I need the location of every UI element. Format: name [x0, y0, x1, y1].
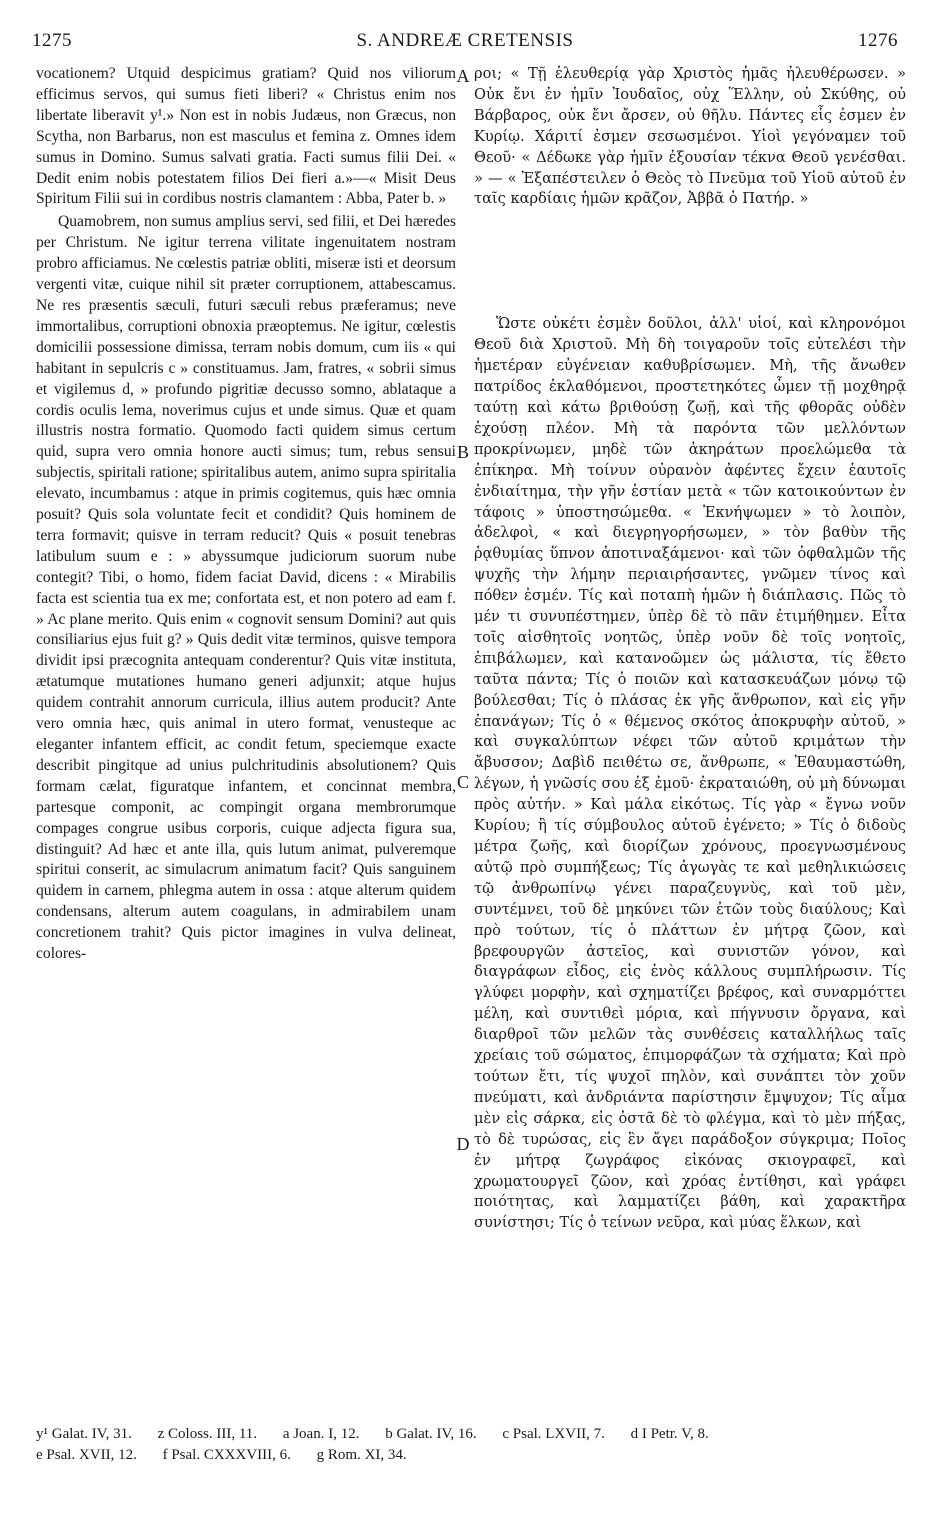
footnote: g Rom. XI, 34. [316, 1447, 407, 1463]
running-title: S. ANDREÆ CRETENSIS [356, 30, 574, 51]
margin-letter-d: D [456, 1134, 470, 1154]
latin-paragraph: vocationem? Utquid despicimus gratiam? Quid nos viliorum efficimus servos, qui sumus fieti liberi? « Christus enim nos libertate liberavit y¹.» Non est in nobis Judæus, non Græcus, non Scytha, non Barbarus, non est masculus et femina z. Omnes idem sumus in Domino. Sumus salvati gratia. Facti sumus filii Dei. « Dedit enim nobis potestatem filios Dei fieri a.»—« Misit Deus Spiritum Filii sui in cordibus nostris clamantem : Abba, Pater b. » [36, 65, 456, 208]
page-number-right: 1276 [858, 30, 898, 51]
footnote: f Psal. CXXXVIII, 6. [162, 1447, 291, 1463]
footnote: d I Petr. V, 8. [630, 1426, 709, 1442]
margin-letter-c: C [456, 772, 469, 792]
margin-letter-b: B [456, 442, 469, 462]
footnotes [36, 1424, 902, 1466]
page-number-left: 1275 [32, 30, 72, 51]
footnote: y¹ Galat. IV, 31. [36, 1426, 132, 1442]
running-header [32, 30, 898, 58]
footnote-rule [32, 1412, 898, 1413]
greek-paragraph: Ὥστε οὐκέτι ἐσμὲν δοῦλοι, ἀλλ' υἱοί, καὶ κληρονόμοι Θεοῦ διὰ Χριστοῦ. Μὴ δὴ τοιγαροῦν τοῖς εὐτελέσι τὴν ἡμετέραν εὐγένειαν καθυβρίσωμεν. Μὴ, τῆς ἄνωθεν πατρίδος ἐκλαθόμενοι, προστετηκότες ὦμεν τῇ μοχθηρᾷ ταύτῃ καὶ κάτω βριθούσῃ ζωῇ, καὶ τῆς φθορᾶς οὐδὲν ἐχούσῃ πλέον. Μὴ τὰ παρόντα τῶν μελλόντων προκρίνωμεν, μηδὲ τῶν ἀκηράτων προελώμεθα τὰ ἐπίκηρα. Μὴ τοίνυν οὐρανὸν ἀφέντες ἔχειν ἑαυτοῖς ἐνδιαίτημα, τὴν γῆν ἑστίαν μετὰ « τῶν κατοικούντων ἐν τάφοις » ὑποστησώμεθα. « Ἐκνήψωμεν » τὸ λοιπὸν, ἀδελφοὶ, « καὶ διεγρηγορήσωμεν, » τὸν βαθὺν τῆς ῥᾳθυμίας ὕπνον ἀποτιναξάμενοι· καὶ τῶν ὀφθαλμῶν τῆς ψυχῆς τὴν λήμην περιαιρήσαντες, γνῶμεν τίνος καὶ πόθεν ἐσμέν. Τίς καὶ ποταπὴ ἡμῶν ἡ διάπλασις. Πῶς τὸ μέν τι συνυπέστημεν, ὑπὲρ δὲ τὸ πᾶν ἐτιμήθημεν. Εἶτα τοῖς αἰσθητοῖς νοητῶς, ὑπὲρ νοῦν δὲ τοῖς νοητοῖς, ἐπιβάλωμεν, καὶ κατανοῶμεν ὡς μάλιστα, τίς ἔθετο ταῦτα πάντα; Τίς ὁ ποιῶν καὶ κατασκευάζων μόνῳ τῷ βούλεσθαι; Τίς ὁ πλάσας ἐκ γῆς ἄνθρωπον, καὶ εἰς γῆν ἐπανάγων; Τίς ὁ « θέμενος σκότος ἀποκρυφὴν αὐτοῦ, » καὶ συγκαλύπτων νέφει τῶν αὐτοῦ κριμάτων τὴν ἄβυσσον; Δαβὶδ πειθέτω σε, ἄνθρωπε, « Ἐθαυμαστώθη, λέγων, ἡ γνῶσίς σου ἐξ ἐμοῦ· ἐκραταιώθη, οὐ μὴ δύνωμαι πρὸς αὐτήν. » Καὶ μάλα εἰκότως. Τίς γὰρ « ἔγνω νοῦν Κυρίου; ἢ τίς σύμβουλος αὐτοῦ ἐγένετο; » Τίς ὁ διδοὺς μέτρα ζωῆς, καὶ διορίζων χρόνους, προεγνωσμένους αὐτῷ πρὸ συμπήξεως; Τίς ἀγωγὰς τε καὶ μεθηλικιώσεις τῷ ἀνθρωπίνῳ γένει παραζευγνὺς, καὶ τοῦ μὲν, συντέμνει, τοῦ δὲ μηκύνει τῶν ἐτῶν τοὺς διαύλους; Καὶ πρὸ τούτων, τίς ὁ πλάττων ἐν μήτρᾳ ζῶον, καὶ βρεφουργῶν ἀστεῖος, καὶ συνιστῶν γόνον, καὶ διαγράφων εἶδος, εἰς ἑνὸς κάλλους συμπλήρωσιν. Τίς γλύφει μορφὴν, καὶ σχηματίζει βρέφος, καὶ συναρμόττει μέλη, καὶ συντιθεὶ μόρια, καὶ πήγνυσιν ὄργανα, καὶ διαρθροῖ τῶν μελῶν τὰς συνθέσεις καταλλήλως ταῖς χρείαις τοῦ σώματος, ἐπιμορφάζων τὰ σχήματα; Καὶ πρὸ τούτων ἔτι, τίς ψυχοῖ πηλὸν, καὶ συνάπτει τὸν χοῦν πνεύματι, καὶ ἀνδριάντα παρίστησιν ἔμψυχον; Τίς αἷμα μὲν εἰς σάρκα, εἰς ὀστᾶ δὲ τὸ φλέγμα, καὶ τὸ μὲν πήξας, τὸ δὲ τυρώσας, εἰς ἓν ἄγει παράδοξον σύγκριμα; Ποῖος ἐν μήτρᾳ ζωγράφος εἰκόνας σκιογραφεῖ, καὶ χρωματουργεῖ ζῶον, καὶ χρόας ἐντίθησι, καὶ γράφει ποιότητας, καὶ λαμματίζει βάθη, καὶ χαρακτῆρα συνίστησι; Τίς ὁ τείνων νεῦρα, καὶ μύας ἕλκων, καὶ [474, 315, 906, 1232]
footnote: c Psal. LXVII, 7. [502, 1426, 605, 1442]
footnote: e Psal. XVII, 12. [36, 1447, 137, 1463]
footnote: b Galat. IV, 16. [385, 1426, 477, 1442]
latin-paragraph: Quamobrem, non sumus amplius servi, sed filii, et Dei hæredes per Christum. Ne igitur terrena vilitate ingenuitatem nostram probro afficiamus. Ne cœlestis patriæ obliti, miseræ isti et deorsum vergenti vitæ, cuique nihil sit præter corruptionem, attabescamus. Ne res præsentis sæculi, futuri sæculi rebus præferamus; neve immortalibus, corruptioni obnoxia præoptemus. Ne igitur, cœlestis domicilii possessione dimissa, terram nobis domum, cum iis « qui habitant in sepulcris c » constituamus. Jam, fratres, « sobrii simus et vigilemus d, » profundo pigritiæ decusso somno, ablataque a cordis oculis lema, noverimus cujus et unde simus. Quæ et quam illustris nostra formatio. Quomodo facti quidem simus certum quid, supra vero omnia honore aucti simus; tum, rebus sensui subjectis, spiritali ratione; spiritalibus autem, animo supra spiritalia elevato, incumbamus : atque in primis cogitemus, quis hæc omnia posuit? Quis sola voluntate fecit et condidit? Quis hominem de terra formavit; quisve in terram reducit? Quis « posuit tenebras latibulum suum e : » abyssumque judiciorum suorum nube contegit? Tibi, o homo, fidem faciat David, dicens : « Mirabilis facta est scientia tua ex me; confortata est, et non potero ad eam f. » Ac plane merito. Quis enim « cognovit sensum Domini? aut quis consiliarius ejus fuit g? » Quis dedit vitæ terminos, quisve tempora dividit ipsi præcognita antequam conderentur? Quis vitæ instituta, ætatumque mutationes humano generi adjunxit; atque hujus quidem contrahit annorum curricula, illius autem producit? Ante vero omnia hæc, quis animal in utero format, venusteque ac eleganter infantem efficit, ac condit fetum, speciemque exacte describit pingitque ad unius pulchritudinis absolutionem? Quis formam cælat, figuratque infantem, et concinnat membra, partesque componit, ac compingit organa membrorumque compages congrue usibus corporis, cuique adjecta figura sua, distinguit? Ad hæc et ante illa, quis lutum animat, pulveremque spiritui conserit, ac simulacrum animatum facit? Quis sanguinem quidem in carnem, phlegma autem in ossa : atque alterum quidem condensans, alterum autem coagulans, in admirabilem unam concretionem trahit? Quis pictor imagines in vulva delineat, colores- [36, 213, 456, 963]
footnote: z Coloss. III, 11. [157, 1426, 258, 1442]
greek-paragraph: ροι; « Τῇ ἐλευθερίᾳ γὰρ Χριστὸς ἡμᾶς ἠλευθέρωσεν. » Οὐκ ἔνι ἐν ἡμῖν Ἰουδαῖος, οὐχ Ἕλλην, οὐ Σκύθης, οὐ Βάρβαρος, οὐκ ἔνι ἄρσεν, οὐ θῆλυ. Πάντες εἷς ἐσμεν ἐν Κυρίῳ. Χάριτί ἐσμεν σεσωσμένοι. Υἱοὶ γεγόναμεν τοῦ Θεοῦ· « Δέδωκε γὰρ ἡμῖν ἐξουσίαν τέκνα Θεοῦ γενέσθαι. » — « Ἐξαπέστειλεν ὁ Θεὸς τὸ Πνεῦμα τοῦ Υἱοῦ αὐτοῦ ἐν ταῖς καρδίαις ἡμῶν κρᾶζον, Ἀββᾶ ὁ Πατήρ. » [474, 65, 906, 208]
greek-column [474, 64, 906, 1409]
latin-column [36, 64, 456, 1409]
margin-letter-a: A [456, 66, 470, 86]
footnote: a Joan. I, 12. [282, 1426, 360, 1442]
